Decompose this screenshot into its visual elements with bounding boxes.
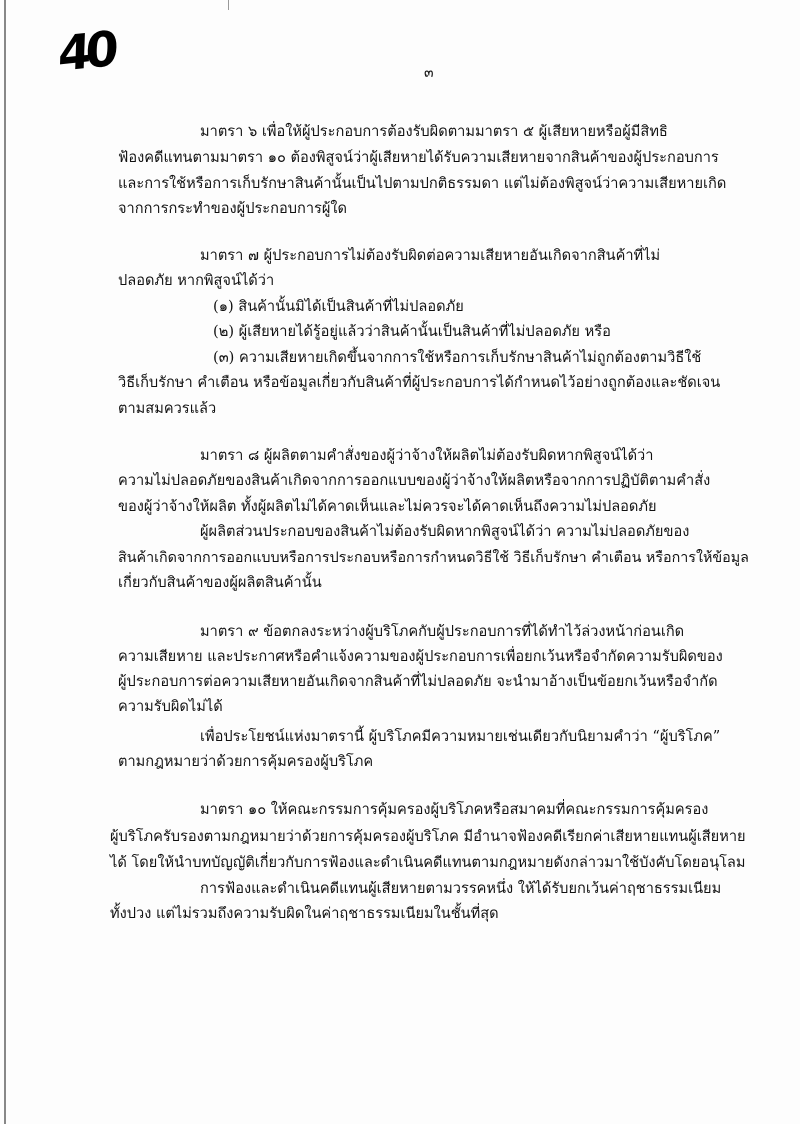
section-9-para-2-line-2: ตามกฎหมายว่าด้วยการคุ้มครองผู้บริโภค	[118, 753, 374, 770]
scan-mark	[228, 0, 229, 10]
section-8-para-2-line-1: ผู้ผลิตส่วนประกอบของสินค้าไม่ต้องรับผิดหากพิสูจน์ได้ว่า ความไม่ปลอดภัยของ	[200, 523, 690, 540]
section-9-line-3: ผู้ประกอบการต่อความเสียหายอันเกิดจากสินค้าที่ไม่ปลอดภัย จะนำมาอ้างเป็นข้อยกเว้นหรือจำกัด	[118, 673, 718, 690]
handwritten-page-number: 40	[57, 20, 114, 84]
section-8-para-2-line-2: สินค้าเกิดจากการออกแบบหรือการประกอบหรือการกำหนดวิธีใช้ วิธีเก็บรักษา คำเตือน หรือการให้ข้อมูล	[118, 550, 749, 566]
section-6-line-1: มาตรา ๖ เพื่อให้ผู้ประกอบการต้องรับผิดตามมาตรา ๕ ผู้เสียหายหรือผู้มีสิทธิ	[200, 123, 668, 140]
section-10-line-2: ผู้บริโภครับรองตามกฎหมายว่าด้วยการคุ้มครองผู้บริโภค มีอำนาจฟ้องคดีเรียกค่าเสียหายแทนผู้เสียหาย	[110, 828, 746, 845]
section-9-line-2: ความเสียหาย และประกาศหรือคำแจ้งความของผู้ประกอบการเพื่อยกเว้นหรือจำกัดความรับผิดของ	[118, 648, 723, 665]
scan-edge	[4, 0, 6, 1124]
section-8-line-1: มาตรา ๘ ผู้ผลิตตามคำสั่งของผู้ว่าจ้างให้ผลิตไม่ต้องรับผิดหากพิสูจน์ได้ว่า	[200, 447, 654, 464]
section-7-item-1: (๑) สินค้านั้นมิได้เป็นสินค้าที่ไม่ปลอดภัย	[213, 298, 464, 315]
section-7-item-3-cont-2: ตามสมควรแล้ว	[118, 400, 217, 417]
section-10-para-2-line-2: ทั้งปวง แต่ไม่รวมถึงความรับผิดในค่าฤชาธรรมเนียมในชั้นที่สุด	[110, 905, 499, 922]
section-8-para-2-line-3: เกี่ยวกับสินค้าของผู้ผลิตสินค้านั้น	[118, 574, 322, 591]
section-9-line-4: ความรับผิดไม่ได้	[118, 698, 223, 715]
page-number: ๓	[424, 65, 434, 81]
section-10-para-2-line-1: การฟ้องและดำเนินคดีแทนผู้เสียหายตามวรรคหนึ่ง ให้ได้รับยกเว้นค่าฤชาธรรมเนียม	[200, 880, 722, 897]
section-9-para-2-line-1: เพื่อประโยชน์แห่งมาตรานี้ ผู้บริโภคมีความหมายเช่นเดียวกับนิยามคำว่า “ผู้บริโภค”	[200, 728, 721, 745]
section-7-item-3: (๓) ความเสียหายเกิดขึ้นจากการใช้หรือการเก็บรักษาสินค้าไม่ถูกต้องตามวิธีใช้	[213, 349, 702, 366]
section-10-line-3: ได้ โดยให้นำบทบัญญัติเกี่ยวกับการฟ้องและดำเนินคดีแทนตามกฎหมายดังกล่าวมาใช้บังคับโดยอนุโลม	[110, 854, 746, 871]
section-9-line-1: มาตรา ๙ ข้อตกลงระหว่างผู้บริโภคกับผู้ประกอบการที่ได้ทำไว้ล่วงหน้าก่อนเกิด	[200, 623, 685, 640]
section-7-line-2: ปลอดภัย หากพิสูจน์ได้ว่า	[118, 272, 275, 289]
section-7-item-2: (๒) ผู้เสียหายได้รู้อยู่แล้วว่าสินค้านั้นเป็นสินค้าที่ไม่ปลอดภัย หรือ	[213, 323, 611, 340]
section-7-item-3-cont-1: วิธีเก็บรักษา คำเตือน หรือข้อมูลเกี่ยวกับสินค้าที่ผู้ประกอบการได้กำหนดไว้อย่างถูกต้องและชัดเจน	[118, 374, 721, 391]
section-7-line-1: มาตรา ๗ ผู้ประกอบการไม่ต้องรับผิดต่อความเสียหายอันเกิดจากสินค้าที่ไม่	[200, 247, 661, 264]
section-6-line-3: และการใช้หรือการเก็บรักษาสินค้านั้นเป็นไปตามปกติธรรมดา แต่ไม่ต้องพิสูจน์ว่าความเสียหายเกิด	[118, 175, 727, 192]
section-10-line-1: มาตรา ๑๐ ให้คณะกรรมการคุ้มครองผู้บริโภคหรือสมาคมที่คณะกรรมการคุ้มครอง	[200, 801, 709, 818]
section-8-line-2: ความไม่ปลอดภัยของสินค้าเกิดจากการออกแบบของผู้ว่าจ้างให้ผลิตหรือจากการปฏิบัติตามคำสั่ง	[118, 472, 711, 489]
section-6-line-4: จากการกระทำของผู้ประกอบการผู้ใด	[118, 200, 348, 217]
section-8-line-3: ของผู้ว่าจ้างให้ผลิต ทั้งผู้ผลิตไม่ได้คาดเห็นและไม่ควรจะได้คาดเห็นถึงความไม่ปลอดภัย	[118, 498, 657, 515]
section-6-line-2: ฟ้องคดีแทนตามมาตรา ๑๐ ต้องพิสูจน์ว่าผู้เสียหายได้รับความเสียหายจากสินค้าของผู้ประกอบการ	[118, 149, 719, 166]
